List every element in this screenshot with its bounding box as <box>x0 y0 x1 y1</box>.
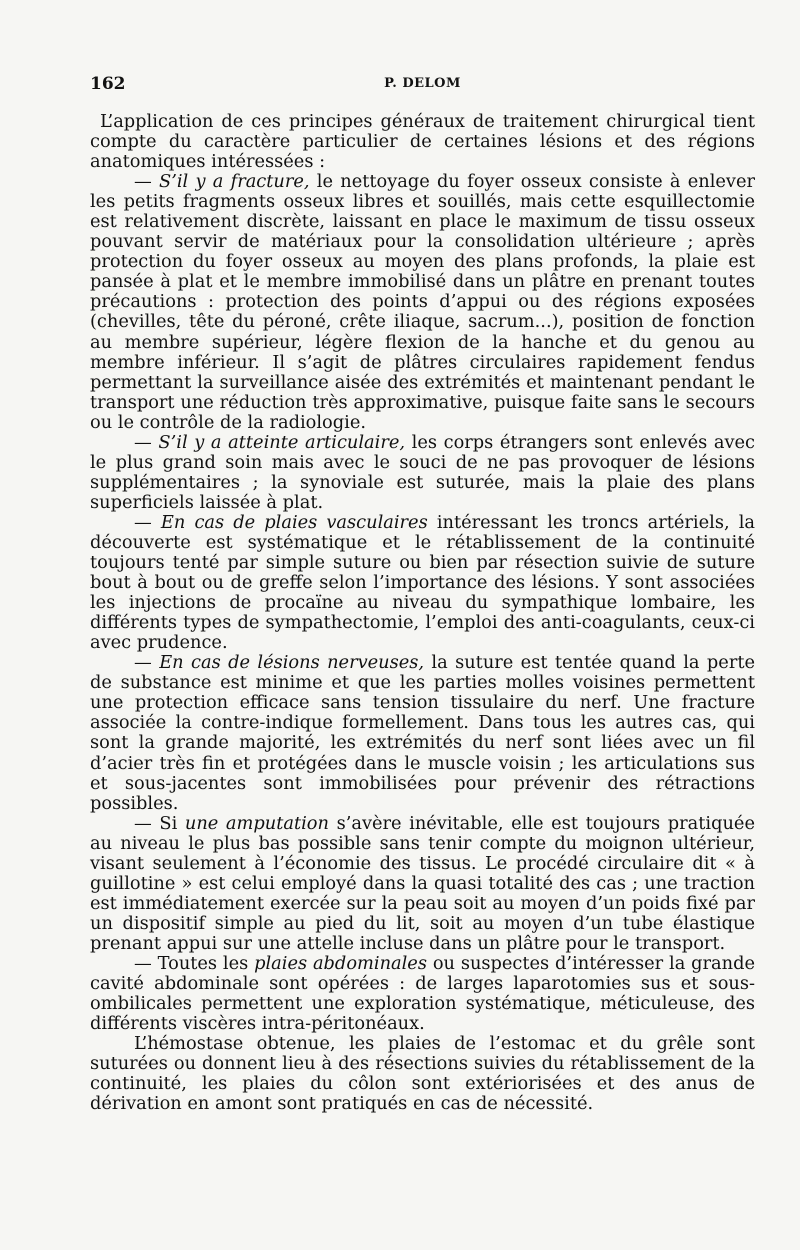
paragraph-text: — <box>134 431 159 453</box>
paragraph-text: s’avère inévitable, elle est toujours pratiquée au niveau le plus bas possible sans tenir compte du moignon ultérieur, visant seulement à l’économie des tissus. Le procédé circulaire dit « à guillotine » est celui employé dans la quasi totalité des cas ; une traction est immédiatement exercée sur la peau soit au moyen d’un poids fixé par un dispositif simple au pied du lit, soit au moyen d’un tube élastique prenant appui sur une attelle incluse dans un plâtre pour le transport. <box>90 812 755 954</box>
paragraph-text: L’hémostase obtenue, les plaies de l’estomac et du grêle sont suturées ou donnent lieu à des résections suivies du rétablissement de la continuité, les plaies du côlon sont extériorisées et des anus de dérivation en amont sont pratiqués en cas de nécessité. <box>90 1033 755 1115</box>
body-text <box>90 112 755 1114</box>
italic-text: S’il y a atteinte articulaire, <box>158 431 406 453</box>
paragraph <box>90 1034 755 1114</box>
paragraph-text: — Si <box>134 812 185 834</box>
italic-text: S’il y a fracture, <box>159 171 310 193</box>
running-head: P. DELOM <box>384 76 461 91</box>
paragraph <box>90 814 755 954</box>
page-number: 162 <box>90 74 126 94</box>
paragraph <box>90 112 755 172</box>
paragraph <box>90 172 755 433</box>
italic-text: En cas de plaies vasculaires <box>160 511 428 533</box>
paragraph-text: — <box>134 652 160 674</box>
italic-text: plaies abdominales <box>254 952 427 974</box>
paragraph-text: intéressant les troncs artériels, la découverte est systématique et le rétablissement de la continuité toujours tenté par simple suture ou bien par résection suivie de suture bout à bout ou de greffe selon l’importance des lésions. Y sont associées les injections de procaïne au niveau du sympathique lombaire, les différents types de sympathectomie, l’emploi des anti-coagulants, ceux-ci avec prudence. <box>90 511 755 654</box>
italic-text: une amputation <box>184 812 329 834</box>
paragraph-text: L’application de ces principes généraux de traitement chirurgical tient compte du caractère particulier de certaines lésions et des régions anatomiques intéressées : <box>90 111 755 173</box>
paragraph-text: le nettoyage du foyer osseux consiste à enlever les petits fragments osseux libres et souillés, mais cette esquillectomie est relativement discrète, laissant en place le maximum de tissu osseux pouvant servir de matériaux pour la consolidation ultérieure ; après protection du foyer osseux au moyen des plans profonds, la plaie est pansée à plat et le membre immobilisé dans un plâtre en prenant toutes précautions : protection des points d’appui ou des régions exposées (chevilles, tête du péroné, crête iliaque, sacrum...), position de fonction au membre supérieur, légère flexion de la hanche et du genou au membre inférieur. Il s’agit de plâtres circulaires rapidement fendus permettant la surveillance aisée des extrémités et maintenant pendant le transport une réduction très approximative, puisque faite sans le secours ou le contrôle de la radiologie. <box>90 171 755 433</box>
paragraph-text: — Toutes les <box>134 952 255 974</box>
paragraph <box>90 954 755 1034</box>
paragraph-text: les corps étrangers sont enlevés avec le plus grand soin mais avec le souci de ne pas provoquer de lésions supplémentaires ; la synoviale est suturée, mais la plaie des plans superficiels laissée à plat. <box>90 431 755 513</box>
paragraph <box>90 513 755 653</box>
italic-text: En cas de lésions nerveuses, <box>159 652 425 674</box>
paragraph-text: — <box>134 511 161 533</box>
paragraph-text: ou suspectes d’intéresser la grande cavité abdominale sont opérées : de larges laparotomies sus et sous-ombilicales permettent une exploration systématique, méticuleuse, des différents viscères intra-péritonéaux. <box>90 952 755 1035</box>
paragraph-text: la suture est tentée quand la perte de substance est minime et que les parties molles voisines permettent une protection efficace sans tension tissulaire du nerf. Une fracture associée la contre-indique formellement. Dans tous les autres cas, qui sont la grande majorité, les extrémités du nerf sont liées avec un fil d’acier très fin et protégées dans le muscle voisin ; les articulations sus et sous-jacentes sont immobilisées pour prévenir des rétractions possibles. <box>90 652 755 814</box>
paragraph <box>90 433 755 513</box>
paragraph <box>90 653 755 813</box>
paragraph-text: — <box>134 171 160 193</box>
page-header <box>90 74 755 98</box>
